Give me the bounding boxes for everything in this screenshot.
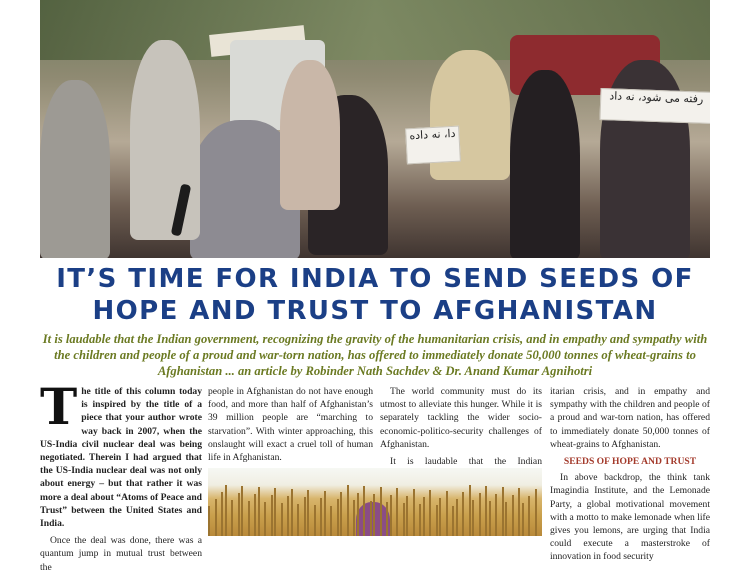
drop-cap: T [40, 377, 78, 436]
column-4-paragraph-1: itarian crisis, and in empathy and sympathy with the children and people of a proud and war-torn nation, has offered to immediately donate 50,000 tonnes of wheat-grains to Afghanistan. [550, 386, 710, 450]
wheat-stalk [297, 504, 299, 536]
wheat-stalk [380, 487, 382, 536]
wheat-stalk [386, 502, 388, 536]
wheat-stalk [518, 488, 520, 536]
article-headline [40, 263, 710, 327]
wheat-stalk [208, 506, 210, 536]
column-3-paragraph-1: The world community must do its utmost to alleviate this hunger. While it is separately tackling the wider socio-economic-politico-security challenges of Afghanistan. [380, 386, 542, 450]
wheat-stalk [406, 496, 408, 536]
wheat-stalk [287, 496, 289, 536]
wheat-stalk [324, 491, 326, 536]
photo-figure [510, 70, 580, 258]
wheat-stalk [439, 498, 441, 536]
wheat-field-photo [208, 468, 542, 536]
wheat-stalk [390, 495, 392, 536]
wheat-stalk [254, 494, 256, 536]
wheat-stalk [456, 499, 458, 536]
wheat-stalk [512, 495, 514, 536]
wheat-stalk [502, 487, 504, 536]
article-column-2 [208, 385, 373, 468]
wheat-stalk [347, 485, 349, 536]
photo-figure [130, 40, 200, 240]
column-2-paragraph-1: people in Afghanistan do not have enough food, and more than half of Afghanistan’s 39 million people are “marching to starvation”. With winter approaching, this onslaught will exact a cruel toll of human life in Afghanistan. [208, 386, 373, 464]
wheat-stalk [357, 493, 359, 536]
article-standfirst: It is laudable that the Indian government, recognizing the gravity of the humanitarian crisis, and in empathy and sympathy with the children and people of a proud and war-torn nation, has offered to immediately donate 50,000 tonnes of wheat-grains to Afghanistan ... an article by Robinder Nath Sachdev & Dr. Anand Kumar Agnihotri [42, 332, 708, 378]
wheat-stalk [337, 499, 339, 536]
wheat-stalk [274, 488, 276, 536]
column-1-text: he title of this column today is inspired by the title of a piece that your author wrote way back in 2007, when the US-India civil nuclear deal was being negotiated. Therein I had argued that the US-India nuclear deal was not only about energy – but that rather it was more a deal about “Atoms of Peace and Trust” between the United States and India. [40, 386, 202, 530]
wheat-stalk [469, 485, 471, 536]
article-column-4 [550, 385, 710, 568]
wheat-stalk [436, 505, 438, 536]
photo-figure [280, 60, 340, 210]
article-column-1 [40, 377, 202, 578]
wheat-stalk [396, 488, 398, 536]
wheat-stalk [472, 500, 474, 536]
wheat-stalk [330, 506, 332, 536]
section-subhead: SEEDS OF HOPE AND TRUST [563, 456, 697, 468]
wheat-stalk [429, 490, 431, 536]
wheat-stalk [413, 489, 415, 536]
wheat-stalk [495, 494, 497, 536]
wheat-stalk [535, 489, 537, 536]
wheat-stalk [238, 493, 240, 536]
photo-figure [40, 80, 110, 258]
wheat-stalk [522, 503, 524, 536]
wheat-stalk [452, 506, 454, 536]
wheat-stalk [320, 498, 322, 536]
hero-photo [40, 0, 710, 258]
protest-sign-right: رفته می شود، نه داد [599, 88, 710, 124]
wheat-stalk [241, 486, 243, 536]
wheat-stalk [314, 505, 316, 536]
wheat-stalk [231, 500, 233, 536]
wheat-stalk [363, 486, 365, 536]
wheat-stalk [446, 491, 448, 536]
wheat-stalk [419, 504, 421, 536]
wheat-stalk [304, 497, 306, 536]
wheat-stalk [215, 499, 217, 536]
wheat-stalk [248, 501, 250, 536]
wheat-stalk [373, 494, 375, 536]
wheat-stalk [423, 497, 425, 536]
wheat-stalk [489, 501, 491, 536]
wheat-stalk [221, 492, 223, 536]
wheat-stalk [264, 502, 266, 536]
wheat-stalk [403, 503, 405, 536]
wheat-stalk [485, 486, 487, 536]
wheat-stalk [258, 487, 260, 536]
wheat-stalk [528, 496, 530, 536]
wheat-stalk [225, 485, 227, 536]
headline-line-2: HOPE AND TRUST TO AFGHANISTAN [92, 296, 658, 326]
column-1-paragraph-1 [40, 377, 202, 530]
protest-sign-left: دا، نه داده [405, 126, 461, 165]
wheat-stalk [479, 493, 481, 536]
column-1-paragraph-2: Once the deal was done, there was a quantum jump in mutual trust between the [40, 535, 202, 573]
wheat-stalk [291, 489, 293, 536]
wheat-stalk [307, 490, 309, 536]
wheat-stalk [271, 495, 273, 536]
column-3-paragraph-2: It is laudable that the Indian [390, 456, 542, 468]
wheat-stalk [370, 501, 372, 536]
wheat-stalk [353, 500, 355, 536]
headline-line-1: IT’S TIME FOR INDIA TO SEND SEEDS OF [56, 264, 694, 294]
wheat-stalk [281, 503, 283, 536]
wheat-stalk [340, 492, 342, 536]
wheat-stalk [462, 492, 464, 536]
column-4-paragraph-2: In above backdrop, the think tank Imagindia Institute, and the Lemonade Party, a global motivational movement with a motto to make lemonade when life gives you lemons, are urging that India could execute a masterstroke of innovation in food security [550, 472, 710, 563]
wheat-stalk [505, 502, 507, 536]
